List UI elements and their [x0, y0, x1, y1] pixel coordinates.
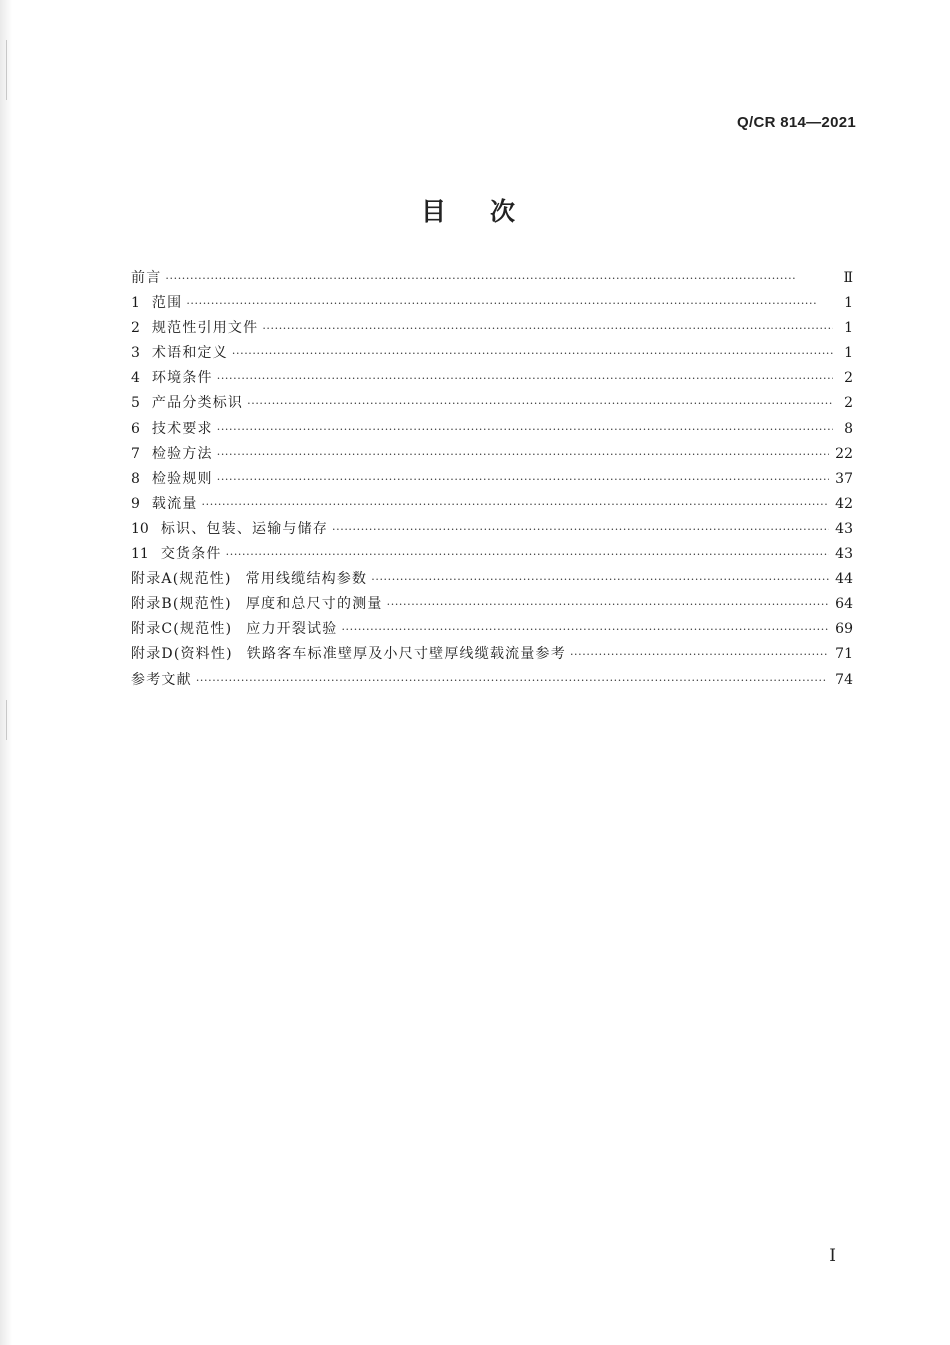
toc-entry-label: 产品分类标识 [151, 395, 244, 412]
toc-leader-dots [165, 272, 833, 285]
toc-entry-references[interactable] [131, 669, 853, 694]
toc-entry-number: 5 [131, 395, 140, 412]
toc-leader-dots [247, 397, 833, 410]
toc-entry-appendix-d[interactable] [131, 643, 853, 668]
scan-edge-mark [6, 700, 7, 740]
toc-leader-dots [196, 674, 829, 687]
toc-entry-number: 2 [131, 320, 140, 337]
table-of-contents [131, 267, 853, 694]
toc-entry-page: 1 [844, 295, 853, 312]
toc-appendix-tag: 附录A(规范性) [131, 571, 232, 588]
toc-leader-dots [202, 498, 830, 511]
toc-entry-5[interactable] [131, 392, 853, 417]
toc-entry-number: 6 [131, 420, 140, 437]
toc-entry-label: 标识、包装、运输与储存 [160, 520, 329, 537]
toc-entry-page: 44 [835, 571, 853, 588]
toc-leader-dots [226, 548, 830, 561]
toc-leader-dots [186, 297, 833, 310]
page-title: 目次 [420, 197, 559, 226]
toc-leader-dots [217, 423, 833, 436]
toc-leader-dots [217, 372, 833, 385]
toc-entry-10[interactable] [131, 518, 853, 543]
toc-entry-page: 37 [835, 470, 853, 487]
toc-leader-dots [232, 347, 833, 360]
toc-leader-dots [387, 598, 830, 611]
toc-entry-number: 11 [131, 546, 149, 563]
toc-entry-number: 9 [131, 495, 140, 512]
toc-leader-dots [371, 573, 829, 586]
toc-leader-dots [570, 648, 829, 661]
toc-entry-label: 检验方法 [151, 445, 213, 462]
toc-entry-preface[interactable] [131, 267, 853, 292]
toc-entry-8[interactable] [131, 468, 853, 493]
toc-entry-page: 2 [844, 370, 853, 387]
toc-entry-number: 4 [131, 370, 140, 387]
toc-entry-page: 22 [835, 445, 853, 462]
toc-appendix-tag: 附录B(规范性) [131, 596, 232, 613]
toc-entry-appendix-a[interactable] [131, 568, 853, 593]
toc-entry-number: 10 [131, 520, 149, 537]
toc-entry-9[interactable] [131, 493, 853, 518]
toc-entry-label: 检验规则 [151, 470, 213, 487]
toc-leader-dots [262, 322, 833, 335]
toc-entry-label: 常用线缆结构参数 [245, 571, 368, 588]
toc-entry-page: 1 [844, 320, 853, 337]
toc-entry-4[interactable] [131, 367, 853, 392]
toc-entry-label: 交货条件 [160, 546, 222, 563]
toc-entry-label: 技术要求 [151, 420, 213, 437]
toc-entry-label: 规范性引用文件 [151, 320, 259, 337]
toc-entry-6[interactable] [131, 418, 853, 443]
toc-entry-page: 8 [844, 420, 853, 437]
toc-appendix-tag: 附录D(资料性) [131, 646, 233, 663]
toc-entry-page: 43 [835, 546, 853, 563]
document-code: Q/CR 814—2021 [737, 114, 856, 131]
toc-entry-label: 铁路客车标准壁厚及小尺寸壁厚线缆载流量参考 [246, 646, 566, 663]
toc-entry-label: 术语和定义 [151, 345, 228, 362]
toc-entry-3[interactable] [131, 342, 853, 367]
scan-edge-mark [6, 40, 7, 100]
toc-entry-page: 2 [844, 395, 853, 412]
toc-entry-label: 参考文献 [131, 671, 192, 688]
toc-leader-dots [341, 623, 829, 636]
toc-appendix-tag: 附录C(规范性) [131, 621, 233, 638]
toc-leader-dots [217, 448, 829, 461]
toc-entry-7[interactable] [131, 443, 853, 468]
toc-entry-number: 7 [131, 445, 140, 462]
toc-entry-page: 64 [835, 596, 853, 613]
toc-entry-2[interactable] [131, 317, 853, 342]
toc-entry-page: 42 [835, 495, 853, 512]
toc-entry-1[interactable] [131, 292, 853, 317]
toc-entry-label: 环境条件 [151, 370, 213, 387]
toc-entry-appendix-b[interactable] [131, 593, 853, 618]
toc-leader-dots [217, 473, 829, 486]
toc-entry-label: 范围 [151, 295, 183, 312]
toc-entry-label: 应力开裂试验 [246, 621, 338, 638]
toc-entry-number: 8 [131, 470, 140, 487]
toc-entry-page: 74 [835, 671, 853, 688]
toc-entry-page: 43 [835, 520, 853, 537]
toc-entry-label: 厚度和总尺寸的测量 [245, 596, 383, 613]
toc-entry-page: 1 [844, 345, 853, 362]
toc-entry-label: 载流量 [151, 495, 198, 512]
toc-leader-dots [332, 523, 829, 536]
toc-entry-number: 3 [131, 345, 140, 362]
page-number: I [829, 1246, 836, 1266]
toc-entry-11[interactable] [131, 543, 853, 568]
toc-entry-label: 前言 [131, 270, 162, 286]
toc-entry-page: 71 [835, 646, 853, 663]
toc-entry-number: 1 [131, 295, 140, 312]
toc-entry-appendix-c[interactable] [131, 618, 853, 643]
toc-entry-page: 69 [835, 621, 853, 638]
toc-entry-page: Ⅱ [843, 270, 853, 286]
